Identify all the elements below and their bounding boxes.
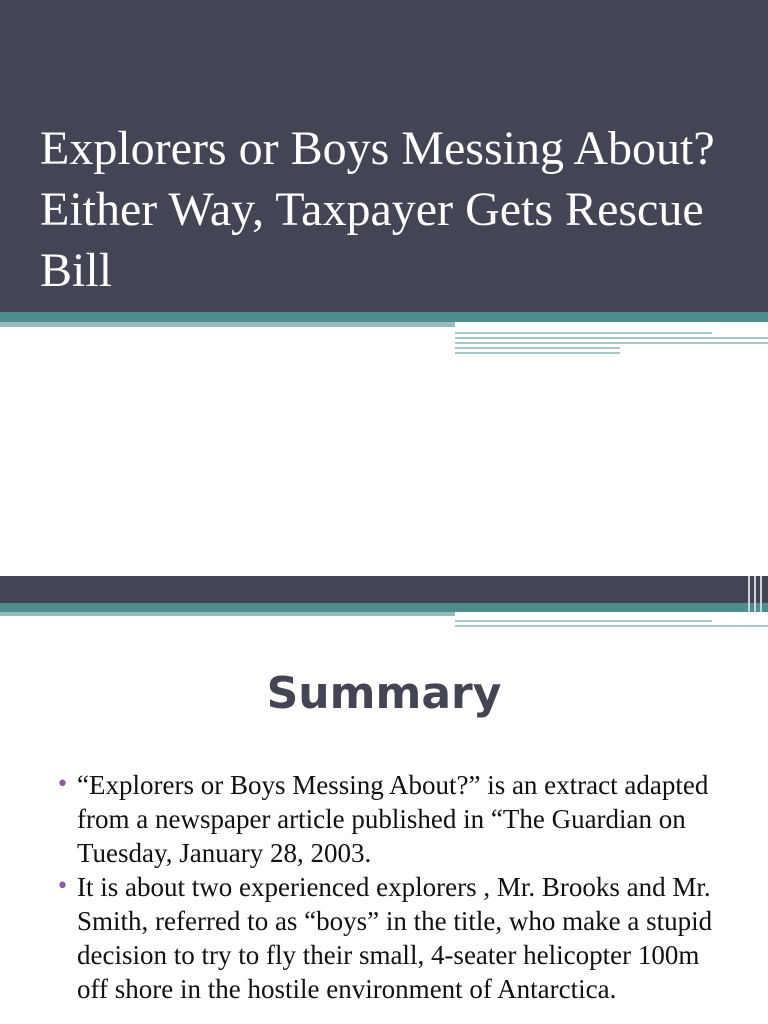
- divider-line: [748, 576, 750, 612]
- bullet-icon: •: [56, 874, 69, 899]
- accent-stripe: [455, 620, 712, 622]
- header-band: [0, 576, 768, 603]
- accent-stripe: [455, 342, 768, 344]
- bullet-icon: •: [56, 772, 69, 797]
- accent-bar-light: [0, 612, 455, 616]
- accent-stripe: [455, 332, 712, 334]
- accent-stripe: [455, 347, 620, 349]
- accent-bar: [0, 312, 768, 322]
- bullet-text: It is about two experienced explorers , Mr. Brooks and Mr. Smith, referred to as “boys” in the title, who make a stupid decision to try to fly their small, 4-seater helicopter 100m off shore in the hostile environment of Antarctica.: [77, 872, 713, 1004]
- accent-bar: [0, 603, 768, 612]
- summary-slide: [0, 576, 768, 1024]
- slide-title: Explorers or Boys Messing About? Either Way, Taxpayer Gets Rescue Bill: [40, 122, 715, 297]
- accent-bar-light: [0, 322, 455, 327]
- bullet-text: “Explorers or Boys Messing About?” is an extract adapted from a newspaper article published in “The Guardian on Tuesday, January 28, 2003.: [77, 770, 709, 868]
- divider-line: [754, 576, 756, 612]
- bullet-list: [56, 768, 726, 1006]
- title-band: [0, 0, 768, 312]
- list-item: [56, 768, 726, 870]
- list-item: [56, 870, 726, 1006]
- accent-stripe: [455, 625, 768, 627]
- accent-stripe: [455, 352, 620, 354]
- accent-stripe: [455, 337, 768, 339]
- slide-heading: Summary: [266, 668, 502, 719]
- divider-line: [760, 576, 762, 612]
